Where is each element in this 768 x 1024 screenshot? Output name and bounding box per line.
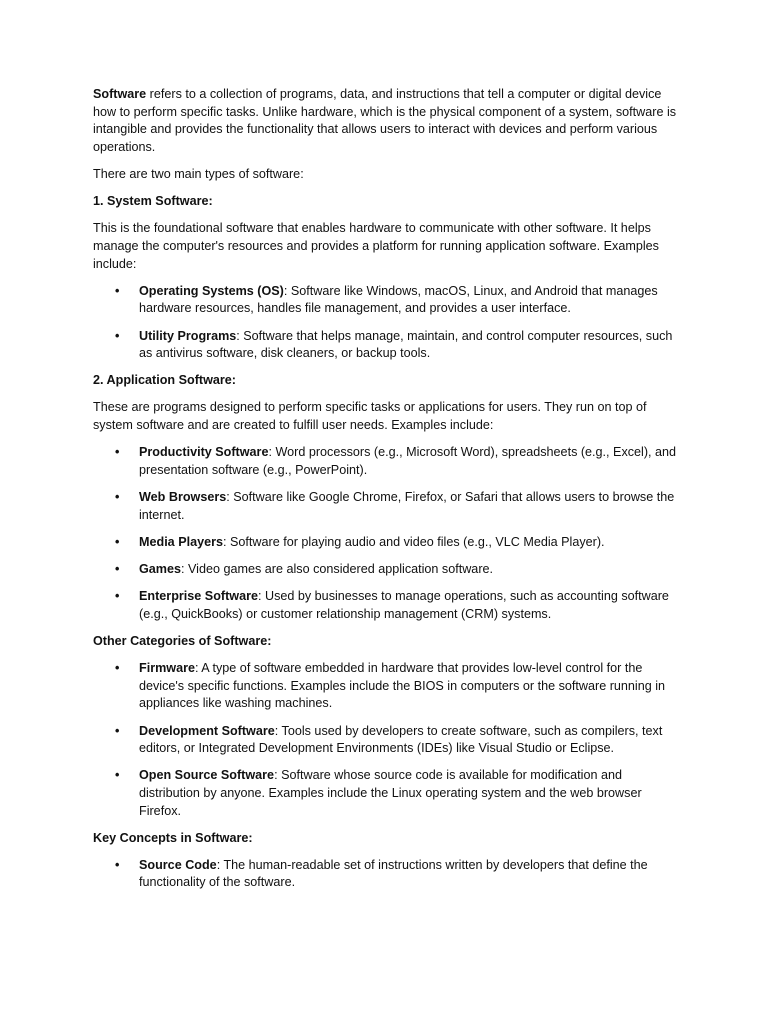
item-text: : Software that helps manage, maintain, and control computer resources, such as antivirus software, disk cleaners, or backup tools. (139, 328, 673, 361)
bullet-icon: • (115, 857, 120, 872)
item-text: : Software like Google Chrome, Firefox, or Safari that allows users to browse the internet. (139, 490, 675, 522)
document-page (93, 86, 678, 902)
item-term: Operating Systems (OS) (139, 283, 284, 298)
list-item (93, 534, 678, 552)
bullet-icon: • (115, 490, 120, 505)
item-text: : Used by businesses to manage operations, such as accounting software (e.g., QuickBooks) or customer relationship management (CRM) systems. (139, 589, 669, 621)
item-term: Development Software (139, 723, 275, 738)
item-term: Enterprise Software (139, 589, 258, 604)
list-item (93, 723, 678, 758)
intro-term: Software (93, 87, 147, 101)
list-item (93, 328, 678, 363)
application-software-list (93, 444, 678, 623)
item-text: : The human-readable set of instructions written by developers that define the functionality of the software. (139, 857, 648, 890)
system-software-list (93, 283, 678, 363)
item-term: Games (139, 562, 182, 576)
bullet-icon: • (115, 723, 120, 738)
item-term: Utility Programs (139, 328, 237, 343)
item-term: Firmware (139, 661, 195, 676)
item-text: : Tools used by developers to create software, such as compilers, text editors, or Integrated Development Environments (IDEs) like Visual Studio or Eclipse. (139, 723, 663, 756)
item-text: : Video games are also considered application software. (181, 562, 494, 576)
item-text: : Software for playing audio and video files (e.g., VLC Media Player). (223, 534, 605, 549)
key-concepts-list (93, 857, 678, 892)
list-item (93, 660, 678, 713)
bullet-icon: • (115, 768, 120, 783)
system-software-description: This is the foundational software that enables hardware to communicate with other software. It helps manage the computer's resources and provides a platform for running application software. Examples include: (93, 221, 659, 271)
item-term: Productivity Software (139, 445, 269, 460)
list-item (93, 489, 678, 524)
application-software-heading: 2. Application Software: (93, 373, 236, 388)
other-categories-heading: Other Categories of Software: (93, 633, 272, 648)
item-text: : Software like Windows, macOS, Linux, and Android that manages hardware resources, handles file management, and provides a user interface. (139, 283, 658, 316)
bullet-icon: • (115, 562, 120, 576)
bullet-icon: • (115, 283, 120, 298)
item-term: Open Source Software (139, 768, 275, 783)
key-concepts-heading: Key Concepts in Software: (93, 830, 253, 845)
bullet-icon: • (115, 328, 120, 343)
bullet-icon: • (115, 661, 120, 676)
list-item (93, 444, 678, 479)
intro-paragraph (93, 86, 678, 156)
other-categories-list (93, 660, 678, 820)
application-software-description: These are programs designed to perform specific tasks or applications for users. They run on top of system software and are created to fulfill user needs. Examples include: (93, 400, 647, 433)
item-term: Source Code (139, 857, 217, 872)
list-item (93, 588, 678, 623)
list-item (93, 283, 678, 318)
item-text: : A type of software embedded in hardware that provides low-level control for the device's specific functions. Examples include the BIOS in computers or the software running in appliances like washing machines. (139, 661, 666, 711)
intro-text: refers to a collection of programs, data, and instructions that tell a computer or digital device how to perform specific tasks. Unlike hardware, which is the physical component of a system, software is intangible and provides the functionality that allows users to interact with devices and perform various operations. (93, 87, 677, 154)
item-text: : Software whose source code is available for modification and distribution by anyone. Examples include the Linux operating system and the web browser Firefox. (139, 768, 642, 818)
bullet-icon: • (115, 445, 120, 460)
item-term: Media Players (139, 534, 224, 549)
item-term: Web Browsers (139, 490, 227, 505)
system-software-heading: 1. System Software: (93, 194, 213, 209)
bullet-icon: • (115, 589, 120, 604)
list-item (93, 767, 678, 820)
bullet-icon: • (115, 534, 120, 549)
list-item (93, 857, 678, 892)
types-intro: There are two main types of software: (93, 166, 304, 181)
item-text: : Word processors (e.g., Microsoft Word), spreadsheets (e.g., Excel), and presentation software (e.g., PowerPoint). (139, 445, 677, 477)
list-item (93, 561, 678, 579)
